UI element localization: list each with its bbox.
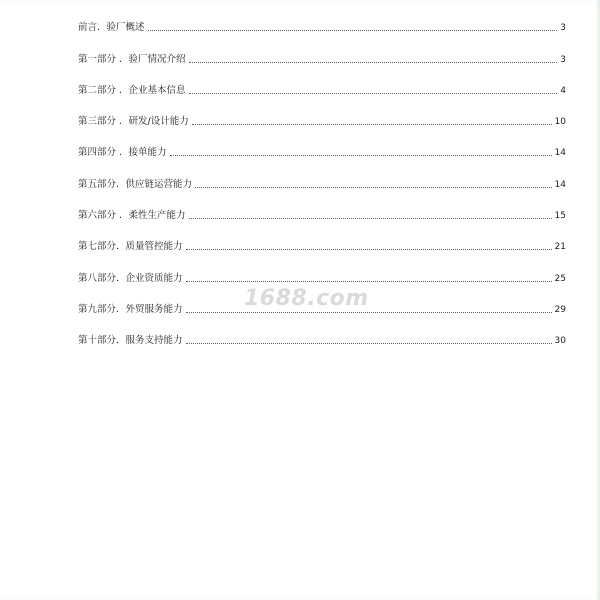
toc-page-number: 4	[560, 85, 566, 96]
toc-dot-leader	[192, 123, 552, 125]
toc-entry-title: 第三部分 ．研发/设计能力	[78, 116, 189, 128]
toc-dot-leader	[186, 280, 552, 282]
toc-page-number: 14	[554, 148, 566, 159]
toc-page-number: 15	[554, 211, 566, 222]
toc-entry-part-1[interactable]	[78, 37, 566, 68]
toc-page-number: 21	[554, 242, 566, 253]
toc-page-number: 10	[554, 117, 566, 128]
toc-dot-leader	[186, 311, 552, 313]
watermark-logo: 1688.com	[244, 286, 369, 311]
toc-page-number: 25	[554, 273, 566, 284]
toc-dot-leader	[148, 29, 558, 31]
toc-dot-leader	[195, 186, 552, 188]
toc-entry-title: 第二部分 ．企业基本信息	[78, 84, 186, 96]
toc-entry-part-5[interactable]	[78, 162, 566, 193]
toc-entry-title: 第十部分．服务支持能力	[78, 335, 183, 347]
toc-entry-part-10[interactable]	[78, 319, 566, 350]
toc-dot-leader	[170, 154, 552, 156]
toc-entry-title: 前言．验厂概述	[78, 22, 145, 34]
toc-entry-preface[interactable]	[78, 6, 566, 37]
toc-entry-title: 第六部分 ．柔性生产能力	[78, 210, 186, 222]
toc-page-number: 3	[560, 23, 566, 34]
toc-entry-title: 第五部分．供应链运营能力	[78, 178, 193, 190]
toc-entry-part-4[interactable]	[78, 131, 566, 162]
toc-entry-title: 第七部分．质量管控能力	[78, 241, 183, 253]
toc-entry-part-7[interactable]	[78, 225, 566, 256]
toc-entry-title: 第一部分 ．验厂情况介绍	[78, 53, 186, 65]
toc-dot-leader	[189, 217, 552, 219]
toc-page-number: 29	[554, 304, 566, 315]
toc-entry-part-2[interactable]	[78, 69, 566, 100]
toc-entry-title: 第四部分 ．接单能力	[78, 147, 167, 159]
toc-entry-title: 第九部分．外贸服务能力	[78, 303, 183, 315]
toc-dot-leader	[186, 342, 552, 344]
toc-dot-leader	[189, 61, 558, 63]
toc-dot-leader	[186, 248, 552, 250]
toc-entry-part-3[interactable]	[78, 100, 566, 131]
toc-page-number: 30	[554, 336, 566, 347]
toc-entry-title: 第八部分．企业资质能力	[78, 272, 183, 284]
toc-page-number: 14	[554, 179, 566, 190]
toc-entry-part-6[interactable]	[78, 194, 566, 225]
toc-dot-leader	[189, 92, 558, 94]
toc-page-number: 3	[560, 54, 566, 65]
toc-entry-part-8[interactable]	[78, 256, 566, 287]
